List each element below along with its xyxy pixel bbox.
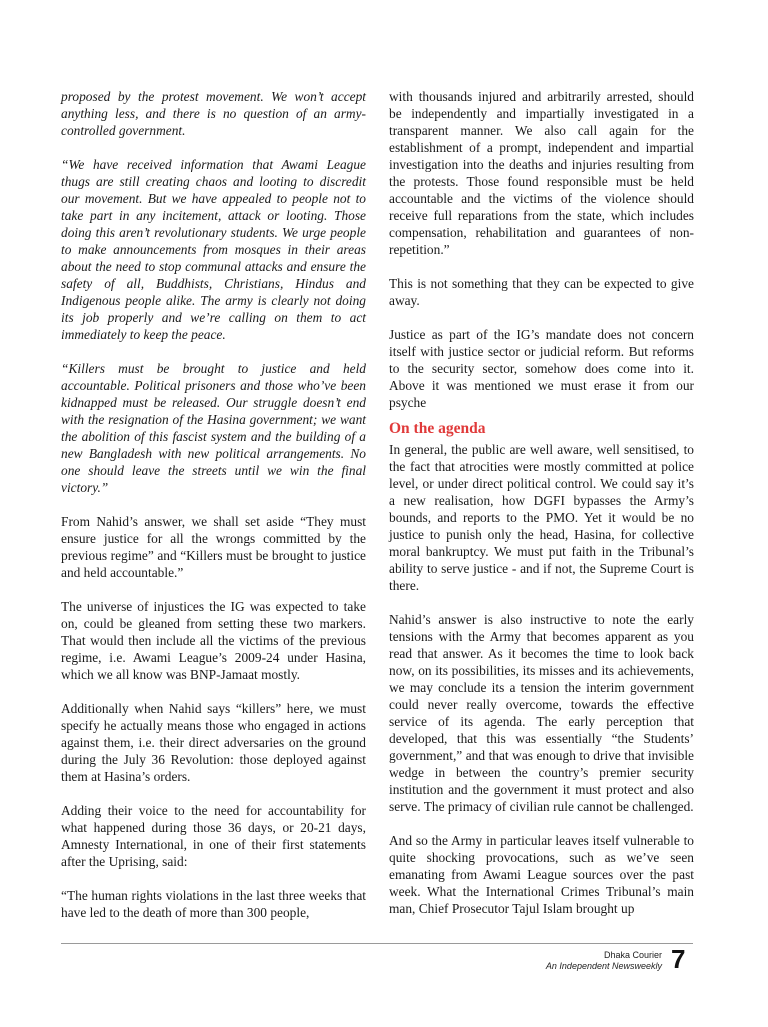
footer-divider: [61, 943, 693, 944]
page-number: 7: [671, 944, 686, 974]
footer-masthead: [546, 950, 662, 972]
quote-paragraph: “Killers must be brought to justice and held accountable. Political prisoners and those who’ve been kidnapped must be released. Our struggle doesn’t end with the resignation of the Hasina government; we want the abolition of this fascist system and the building of a new Bangladesh with new political arrangements. No one should leave the streets until we win the final victory.”: [61, 361, 366, 495]
section-subheading: On the agenda: [389, 420, 486, 437]
right-column: [389, 88, 694, 917]
body-paragraph: This is not something that they can be expected to give away.: [389, 276, 694, 308]
body-paragraph: Additionally when Nahid says “killers” here, we must specify he actually means those who engaged in actions against them, i.e. their direct adversaries on the ground during the July 36 Revolution: those deployed against them at Hasina’s orders.: [61, 701, 366, 784]
body-paragraph: And so the Army in particular leaves itself vulnerable to quite shocking provocations, such as we’ve seen emanating from Awami League sources over the past week. What the International Crimes Tribunal’s main man, Chief Prosecutor Tajul Islam brought up: [389, 833, 694, 916]
body-paragraph: In general, the public are well aware, well sensitised, to the fact that atrocities were mostly committed at police level, or under direct political control. We could say it’s a new realisation, how DGFI bypasses the Army’s bounds, and reports to the PMO. Yet it would be no justice to punish only the head, Hasina, for collective moral bankruptcy. We must put faith in the Tribunal’s ability to serve justice - and if not, the Supreme Court is there.: [389, 442, 694, 593]
body-paragraph: “The human rights violations in the last three weeks that have led to the death of more than 300 people,: [61, 888, 366, 920]
left-column: [61, 88, 366, 921]
quote-paragraph: proposed by the protest movement. We won’t accept anything less, and there is no question of an army-controlled government.: [61, 89, 366, 138]
body-paragraph: with thousands injured and arbitrarily arrested, should be independently and impartially investigated in a transparent manner. We also call again for the establishment of a prompt, independent and impartial investigation into the deaths and injuries resulting from the protests. Those found responsible must be held accountable and the victims of the violence should receive full reparations from the state, which includes compensation, rehabilitation and guarantees of non-repetition.”: [389, 89, 694, 257]
body-paragraph: From Nahid’s answer, we shall set aside “They must ensure justice for all the wrongs committed by the previous regime” and “Killers must be brought to justice and held accountable.”: [61, 514, 366, 580]
body-paragraph: Justice as part of the IG’s mandate does not concern itself with justice sector or judicial reform. But reforms to the security sector, somehow does come into it. Above it was mentioned we must erase it from our psyche: [389, 327, 694, 410]
body-paragraph: The universe of injustices the IG was expected to take on, could be gleaned from setting these two markers. That would then include all the victims of the previous regime, i.e. Awami League’s 2009-24 under Hasina, which we all know was BNP-Jamaat mostly.: [61, 599, 366, 682]
quote-paragraph: “We have received information that Awami League thugs are still creating chaos and looting to discredit our movement. But we have appealed to people not to take part in any incitement, attack or looting. Those doing this aren’t revolutionary students. We urge people to make announcements from mosques in their areas about the need to stop communal attacks and ensure the safety of all, Buddhists, Christians, Hindus and Indigenous people alike. The army is clearly not doing its job properly and we’re calling on them to act immediately to keep the peace.: [61, 157, 366, 342]
body-paragraph: Adding their voice to the need for accountability for what happened during those 36 days, or 20-21 days, Amnesty International, in one of their first statements after the Uprising, said:: [61, 803, 366, 869]
publication-tagline: An Independent Newsweekly: [545, 961, 662, 971]
publication-name: Dhaka Courier: [603, 950, 662, 960]
body-paragraph: Nahid’s answer is also instructive to note the early tensions with the Army that becomes apparent as you read that answer. As it becomes the time to look back now, on its possibilities, its misses and its achievements, we may conclude its a tension the interim government could never really overcome, towards the effective service of its agenda. The early perception that developed, that this was essentially “the Students’ government,” and that was enough to drive that invisible wedge in between the country’s premier security institution and the government it must protect and also serve. The primacy of civilian rule cannot be challenged.: [389, 612, 694, 814]
